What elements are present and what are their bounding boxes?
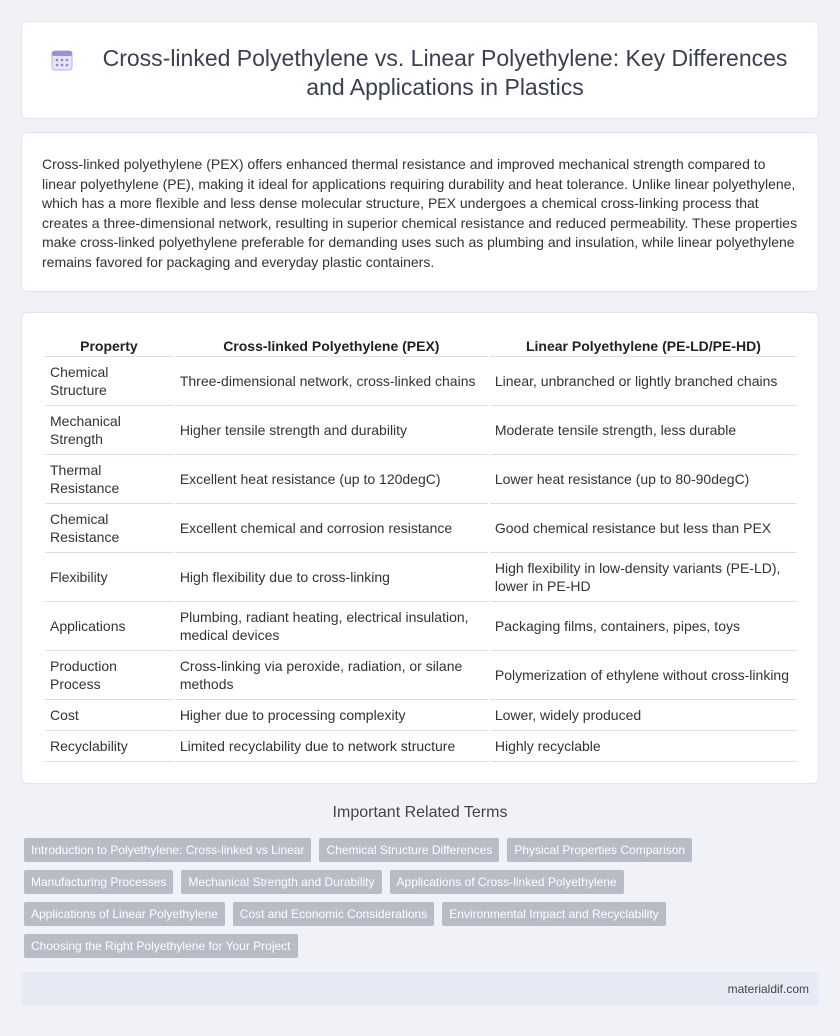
table-row — [45, 357, 797, 406]
table-row — [45, 602, 797, 651]
related-term-tag[interactable]: Introduction to Polyethylene: Cross-linked vs Linear — [24, 838, 311, 862]
table-header-row — [45, 335, 797, 357]
related-term-tag[interactable]: Cost and Economic Considerations — [233, 902, 434, 926]
table-row — [45, 406, 797, 455]
table-cell-pex: High flexibility due to cross-linking — [175, 553, 488, 602]
related-term-tag[interactable]: Chemical Structure Differences — [319, 838, 499, 862]
related-term-tag[interactable]: Applications of Cross-linked Polyethylene — [390, 870, 624, 894]
table-cell-pex: Excellent heat resistance (up to 120degC) — [175, 455, 488, 504]
table-cell-pex: Cross-linking via peroxide, radiation, or silane methods — [175, 651, 488, 700]
table-cell-property: Mechanical Strength — [45, 406, 173, 455]
summary-text: Cross-linked polyethylene (PEX) offers enhanced thermal resistance and improved mechanical strength compared to linear polyethylene (PE), making it ideal for applications requiring durability and heat tolerance. Unlike linear polyethylene, which has a more flexible and less dense molecular structure, PEX undergoes a chemical cross-linking process that creates a three-dimensional network, resulting in superior chemical resistance and reduced permeability. These properties make cross-linked polyethylene preferable for demanding uses such as plumbing and insulation, while linear polyethylene remains favored for packaging and everyday plastic containers. — [42, 156, 798, 270]
table-cell-property: Flexibility — [45, 553, 173, 602]
related-terms-heading: Important Related Terms — [332, 804, 508, 821]
table-cell-pex: Higher tensile strength and durability — [175, 406, 488, 455]
table-cell-pex: Excellent chemical and corrosion resistance — [175, 504, 488, 553]
table-row — [45, 731, 797, 762]
table-cell-property: Cost — [45, 700, 173, 731]
table-cell-linear-pe: Lower, widely produced — [490, 700, 797, 731]
table-cell-property: Applications — [45, 602, 173, 651]
column-header-linear-pe: Linear Polyethylene (PE-LD/PE-HD) — [490, 335, 797, 357]
related-terms-list — [24, 838, 724, 966]
summary-card — [21, 132, 819, 292]
table-cell-linear-pe: Good chemical resistance but less than PEX — [490, 504, 797, 553]
table-cell-property: Thermal Resistance — [45, 455, 173, 504]
related-term-tag[interactable]: Choosing the Right Polyethylene for Your Project — [24, 934, 298, 958]
table-cell-pex: Limited recyclability due to network structure — [175, 731, 488, 762]
footer — [21, 972, 819, 1006]
related-term-tag[interactable]: Manufacturing Processes — [24, 870, 173, 894]
comparison-table-card — [21, 312, 819, 784]
table-cell-property: Chemical Structure — [45, 357, 173, 406]
header-card — [21, 21, 819, 119]
table-row — [45, 651, 797, 700]
comparison-table — [43, 335, 799, 762]
column-header-pex: Cross-linked Polyethylene (PEX) — [175, 335, 488, 357]
related-term-tag[interactable]: Environmental Impact and Recyclability — [442, 902, 665, 926]
table-cell-linear-pe: High flexibility in low-density variants (PE-LD), lower in PE-HD — [490, 553, 797, 602]
related-term-tag[interactable]: Applications of Linear Polyethylene — [24, 902, 225, 926]
table-cell-property: Production Process — [45, 651, 173, 700]
table-cell-linear-pe: Polymerization of ethylene without cross-linking — [490, 651, 797, 700]
table-row — [45, 504, 797, 553]
table-cell-linear-pe: Lower heat resistance (up to 80-90degC) — [490, 455, 797, 504]
table-cell-linear-pe: Moderate tensile strength, less durable — [490, 406, 797, 455]
table-cell-linear-pe: Highly recyclable — [490, 731, 797, 762]
table-cell-linear-pe: Packaging films, containers, pipes, toys — [490, 602, 797, 651]
table-row — [45, 700, 797, 731]
column-header-property: Property — [45, 335, 173, 357]
table-cell-linear-pe: Linear, unbranched or lightly branched chains — [490, 357, 797, 406]
page-title: Cross-linked Polyethylene vs. Linear Polyethylene: Key Differences and Applications in Plastics — [102, 45, 788, 100]
table-cell-pex: Three-dimensional network, cross-linked chains — [175, 357, 488, 406]
table-row — [45, 455, 797, 504]
table-cell-property: Recyclability — [45, 731, 173, 762]
related-term-tag[interactable]: Physical Properties Comparison — [507, 838, 692, 862]
related-term-tag[interactable]: Mechanical Strength and Durability — [181, 870, 381, 894]
table-cell-pex: Higher due to processing complexity — [175, 700, 488, 731]
table-cell-pex: Plumbing, radiant heating, electrical insulation, medical devices — [175, 602, 488, 651]
table-row — [45, 553, 797, 602]
footer-site-link[interactable]: materialdif.com — [727, 982, 809, 996]
table-cell-property: Chemical Resistance — [45, 504, 173, 553]
